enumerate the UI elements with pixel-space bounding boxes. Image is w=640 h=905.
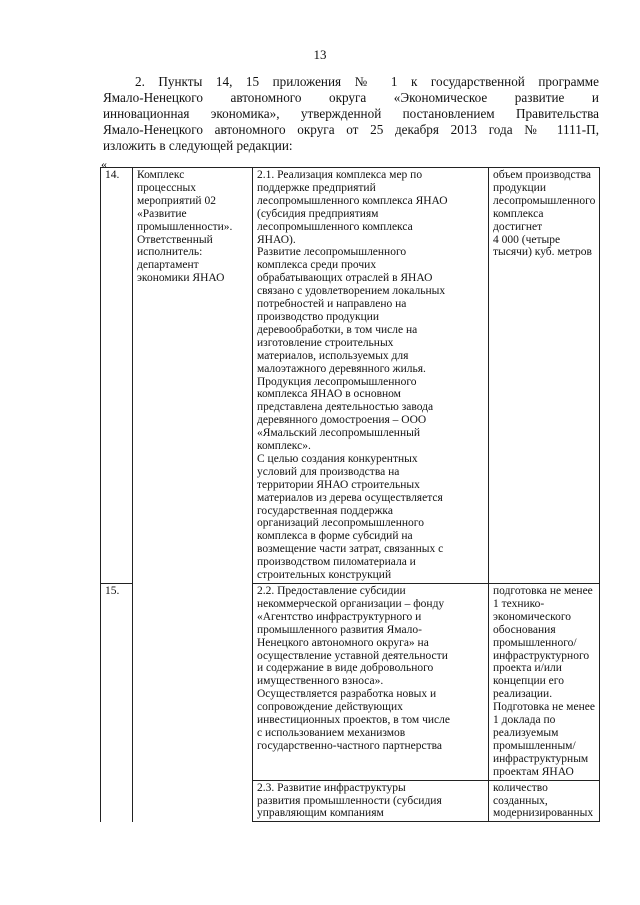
row-number: 15. <box>101 584 133 822</box>
task-cell <box>253 584 489 781</box>
intro-line: 2. Пункты 14, 15 приложения № 1 к государственной программе <box>135 74 599 89</box>
intro-paragraph <box>103 74 599 154</box>
result-text: объем производства продукции лесопромышленного комплекса достигнет 4 000 (четыре тысячи) куб. метров <box>493 169 596 259</box>
task-cell <box>253 168 489 584</box>
intro-line: изложить в следующей редакции: <box>103 138 293 153</box>
complex-text: Комплекс процессных мероприятий 02 «Развитие промышленности». Ответственный исполнитель: департамент экономики ЯНАО <box>137 169 233 285</box>
complex-cell <box>133 168 253 822</box>
result-text: количество созданных, модернизированных <box>493 781 594 820</box>
opening-quote: « <box>101 157 107 171</box>
task-text: 2.2. Предоставление субсидии некоммерческой организации – фонду «Агентство инфраструктурного и промышленного развития Ямало- Ненецкого автономного округа» на осуществление уставной деятельности и содержание в виде добровольного имущественного взноса». Осуществляется разработка новых и сопровождение действующих инвестиционных проектов, в том числе с использованием механизмов государственно-частного партнерства <box>257 585 450 752</box>
result-text: подготовка не менее 1 технико- экономического обоснования промышленного/ инфраструктурного проекта и/или концепции его реализации. Подготовка не менее 1 доклада по реализуемым промышленным/ инфраструктурным проектам ЯНАО <box>493 585 595 778</box>
result-cell <box>489 584 600 781</box>
table-row <box>101 168 600 584</box>
program-table <box>100 167 600 822</box>
result-cell <box>489 780 600 822</box>
intro-line: Ямало-Ненецкого автономного округа «Экономическое развитие и <box>103 90 599 105</box>
row-number: 14. <box>101 168 133 584</box>
task-text: 2.3. Развитие инфраструктуры развития промышленности (субсидия управляющим компаниям <box>257 781 442 820</box>
intro-line: инновационная экономика», утвержденной постановлением Правительства <box>103 106 599 121</box>
task-text: 2.1. Реализация комплекса мер по поддержке предприятий лесопромышленного комплекса ЯНАО (субсидия предприятиям лесопромышленного комплекса ЯНАО). Развитие лесопромышленного комплекса среди прочих обрабатывающих отраслей в ЯНАО связано с удовлетворением локальных потребностей и направлено на производство продукции деревообработки, в том числе на изготовление строительных материалов, используемых для малоэтажного деревянного жилья. Продукция лесопромышленного комплекса ЯНАО в основном представлена деятельностью завода деревянного домостроения – ООО «Ямальский лесопромышленный комплекс». С целью создания конкурентных условий для производства на территории ЯНАО строительных материалов из дерева осуществляется государственная поддержка организаций лесопромышленного комплекса в форме субсидий на возмещение части затрат, связанных с производством пиломатериала и строительных конструкций <box>257 169 448 582</box>
task-cell <box>253 780 489 822</box>
intro-line: Ямало-Ненецкого автономного округа от 25 декабря 2013 года № 1111-П, <box>103 122 599 137</box>
result-cell <box>489 168 600 584</box>
page-number: 13 <box>313 47 327 62</box>
